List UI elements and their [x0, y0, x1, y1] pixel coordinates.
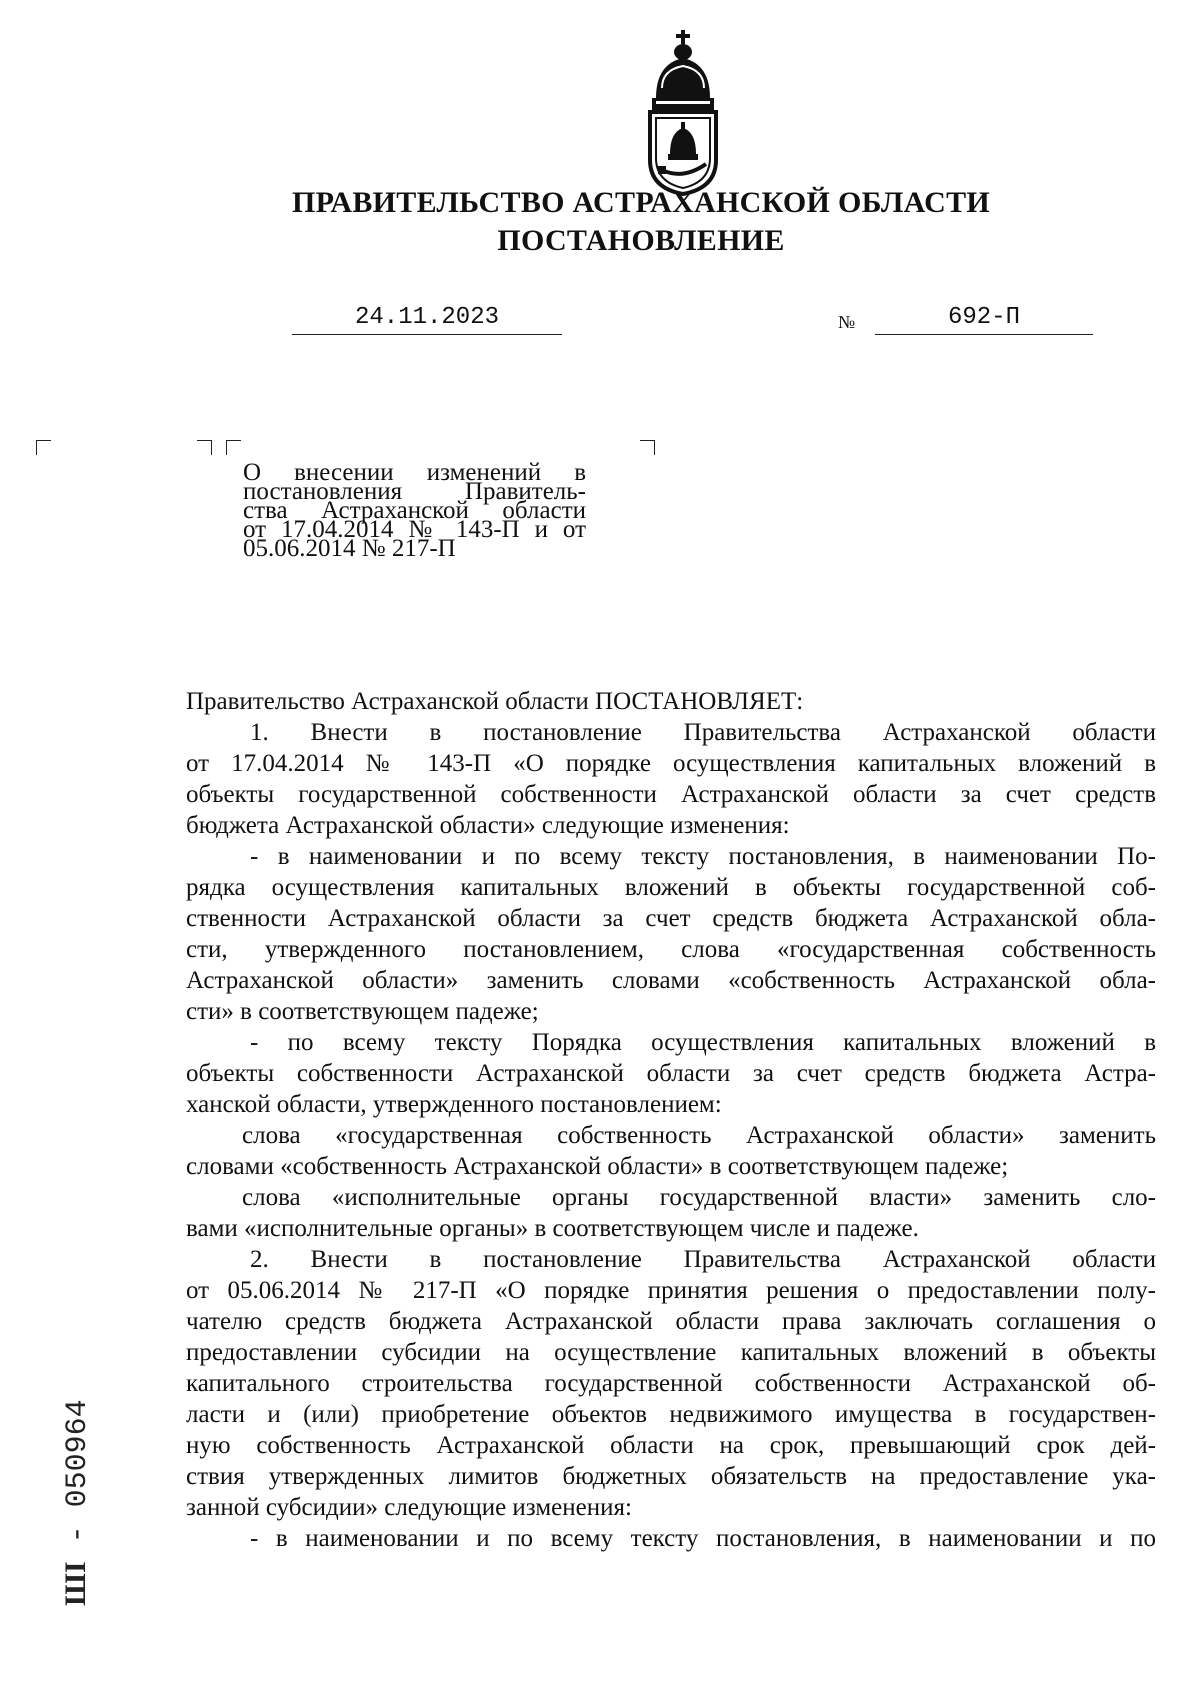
number-sign: № [838, 312, 856, 332]
body-line: рядка осуществления капитальных вложений в объекты государственной соб- [186, 874, 1156, 901]
serial-number: 050964 [61, 1399, 95, 1508]
body-line: чателю средств бюджета Астраханской области права заключать соглашения о [186, 1308, 1156, 1335]
astrakhan-coat-of-arms-icon [642, 28, 724, 196]
body-line: - по всему тексту Порядка осуществления капитальных вложений в [250, 1029, 1156, 1056]
body-line: ственности Астраханской области за счет средств бюджета Астраханской обла- [186, 905, 1156, 932]
body-line: занной субсидии» следующие изменения: [186, 1494, 632, 1521]
body-line: от 05.06.2014 № 217-П «О порядке принятия решения о предоставлении полу- [186, 1277, 1156, 1304]
body-line: предоставлении субсидии на осуществление капитальных вложений в объекты [186, 1339, 1156, 1366]
subject-line: постановления Правитель- [243, 478, 586, 505]
body-line: ханской области, утвержденного постановлением: [186, 1091, 722, 1118]
corner-mark [197, 440, 212, 455]
body-line: сти, утвержденного постановлением, слова «государственная собственность [186, 936, 1156, 963]
corner-mark [36, 440, 51, 455]
body-line: объекты собственности Астраханской области за счет средств бюджета Астра- [186, 1060, 1156, 1087]
body-line: Правительство Астраханской области ПОСТАНОВЛЯЕТ: [186, 688, 804, 715]
body-line: объекты государственной собственности Астраханской области за счет средств [186, 781, 1156, 808]
body-line: ную собственность Астраханской области на срок, превышающий срок дей- [186, 1432, 1156, 1459]
subject-line: от 17.04.2014 № 143-П и от [243, 516, 586, 543]
subject-block [243, 459, 586, 562]
document-type-title: ПОСТАНОВЛЕНИЕ [497, 224, 785, 257]
body-text [186, 686, 1156, 1554]
body-line: капитального строительства государственной собственности Астраханской об- [186, 1370, 1156, 1397]
organization-title: ПРАВИТЕЛЬСТВО АСТРАХАНСКОЙ ОБЛАСТИ [291, 186, 991, 219]
body-line: словами «собственность Астраханской области» в соответствующем падеже; [186, 1153, 1009, 1180]
body-line: ласти и (или) приобретение объектов недвижимого имущества в государствен- [186, 1401, 1156, 1428]
serial-dash: - [61, 1507, 95, 1562]
body-line: слова «исполнительные органы государственной власти» заменить сло- [242, 1184, 1156, 1211]
body-line: 1. Внести в постановление Правительства Астраханской области [250, 719, 1156, 746]
body-line: - в наименовании и по всему тексту постановления, в наименовании По- [250, 843, 1156, 870]
body-line: от 17.04.2014 № 143-П «О порядке осуществления капитальных вложений в [186, 750, 1156, 777]
serial-series: ШI [59, 1561, 92, 1606]
subject-line: ства Астраханской области [243, 497, 586, 524]
body-line: ствия утвержденных лимитов бюджетных обязательств на предоставление ука- [186, 1463, 1156, 1490]
subject-line: О внесении изменений в [243, 459, 586, 486]
corner-mark [640, 440, 655, 455]
body-line: Астраханской области» заменить словами «собственность Астраханской обла- [186, 967, 1156, 994]
document-number: 692-П [947, 304, 1020, 331]
body-line: - в наименовании и по всему тексту постановления, в наименовании и по [250, 1525, 1156, 1552]
body-line: сти» в соответствующем падеже; [186, 998, 539, 1025]
form-serial-number [56, 1396, 96, 1606]
document-date: 24.11.2023 [354, 304, 500, 331]
subject-line: 05.06.2014 № 217-П [243, 535, 456, 562]
body-line: 2. Внести в постановление Правительства Астраханской области [250, 1246, 1156, 1273]
body-line: слова «государственная собственность Астраханской области» заменить [242, 1122, 1156, 1149]
body-line: бюджета Астраханской области» следующие изменения: [186, 812, 790, 839]
body-line: вами «исполнительные органы» в соответствующем числе и падеже. [186, 1215, 919, 1242]
corner-mark [226, 440, 241, 455]
